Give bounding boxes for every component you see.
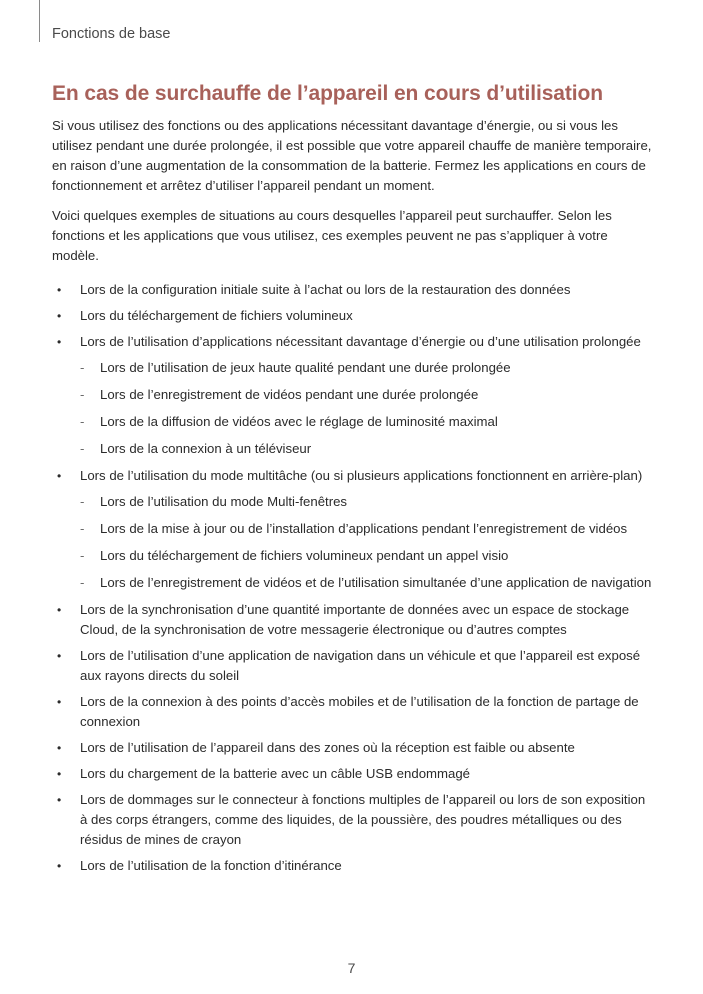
list-item-text: Lors de l’utilisation d’une application de navigation dans un véhicule et que l’appareil est exposé aux rayons directs du soleil — [80, 648, 641, 683]
bullet-icon: • — [57, 695, 62, 709]
list-item-text: Lors de l’utilisation du mode multitâche (ou si plusieurs applications fonctionnent en arrière-plan) — [80, 468, 643, 483]
list-item — [52, 856, 652, 876]
sub-list-item — [80, 519, 652, 539]
sub-list-item-text: Lors de l’enregistrement de vidéos pendant une durée prolongée — [100, 387, 479, 402]
dash-icon: - — [80, 575, 85, 590]
list-item — [52, 466, 652, 593]
sub-list-item-text: Lors de l’utilisation du mode Multi-fenêtres — [100, 494, 348, 509]
bullet-icon: • — [57, 603, 62, 617]
sub-list-item — [80, 546, 652, 566]
list-item — [52, 764, 652, 784]
list-item-text: Lors de l’utilisation de l’appareil dans des zones où la réception est faible ou absente — [80, 740, 575, 755]
sub-list-item-text: Lors de la connexion à un téléviseur — [100, 441, 312, 456]
list-item — [52, 306, 652, 326]
list-item-text: Lors de la connexion à des points d’accès mobiles et de l’utilisation de la fonction de partage de connexion — [80, 694, 639, 729]
dash-icon: - — [80, 494, 85, 509]
bullet-icon: • — [57, 335, 62, 349]
dash-icon: - — [80, 387, 85, 402]
sub-list-item-text: Lors de l’utilisation de jeux haute qualité pendant une durée prolongée — [100, 360, 511, 375]
list-item-text: Lors du chargement de la batterie avec un câble USB endommagé — [80, 766, 470, 781]
list-item — [52, 738, 652, 758]
sub-list-item — [80, 573, 652, 593]
page-title: En cas de surchauffe de l’appareil en cours d’utilisation — [52, 82, 603, 105]
sub-list-item — [80, 358, 652, 378]
list-item-text: Lors de la configuration initiale suite à l’achat ou lors de la restauration des données — [80, 282, 571, 297]
dash-icon: - — [80, 414, 85, 429]
sub-list-item — [80, 385, 652, 405]
intro-paragraph: Si vous utilisez des fonctions ou des applications nécessitant davantage d’énergie, ou si vous les utilisez pendant une durée prolongée, il est possible que votre appareil chauffe de manière temporaire, en raison d’une augmentation de la consommation de la batterie. Fermez les applications en cours de fonctionnement et arrêtez d’utiliser l’appareil pendant un moment. — [52, 118, 652, 193]
examples-paragraph: Voici quelques exemples de situations au cours desquelles l’appareil peut surchauffer. Selon les fonctions et les applications que vous utilisez, ces exemples peuvent ne pas s’appliquer à votre modèle. — [52, 208, 612, 263]
bullet-icon: • — [57, 793, 62, 807]
list-item — [52, 280, 652, 300]
sub-list-item-text: Lors du téléchargement de fichiers volumineux pendant un appel visio — [100, 548, 509, 563]
bullet-icon: • — [57, 649, 62, 663]
sub-list — [80, 492, 652, 593]
section-header: Fonctions de base — [52, 26, 171, 42]
bullet-icon: • — [57, 741, 62, 755]
sub-list — [80, 358, 652, 459]
sub-list-item-text: Lors de l’enregistrement de vidéos et de l’utilisation simultanée d’une application de navigation — [100, 575, 652, 590]
sub-list-item-text: Lors de la diffusion de vidéos avec le réglage de luminosité maximal — [100, 414, 498, 429]
situation-list — [52, 280, 652, 876]
list-item — [52, 600, 652, 640]
bullet-icon: • — [57, 767, 62, 781]
main-content — [52, 116, 652, 882]
dash-icon: - — [80, 521, 85, 536]
page-number: 7 — [347, 960, 356, 976]
list-item-text: Lors de la synchronisation d’une quantité importante de données avec un espace de stockage Cloud, de la synchronisation de votre messagerie électronique ou d’autres comptes — [80, 602, 630, 637]
sub-list-item — [80, 412, 652, 432]
dash-icon: - — [80, 441, 85, 456]
list-item — [52, 790, 652, 850]
bullet-icon: • — [57, 309, 62, 323]
header-rule — [39, 0, 40, 42]
sub-list-item — [80, 492, 652, 512]
list-item-text: Lors de l’utilisation de la fonction d’itinérance — [80, 858, 342, 873]
sub-list-item — [80, 439, 652, 459]
list-item — [52, 332, 652, 459]
list-item-text: Lors du téléchargement de fichiers volumineux — [80, 308, 353, 323]
dash-icon: - — [80, 360, 85, 375]
bullet-icon: • — [57, 469, 62, 483]
list-item-text: Lors de dommages sur le connecteur à fonctions multiples de l’appareil ou lors de son exposition à des corps étrangers, comme des liquides, de la poussière, des poudres métalliques ou des résidus de mines de crayon — [80, 792, 646, 847]
list-item — [52, 646, 652, 686]
bullet-icon: • — [57, 859, 62, 873]
dash-icon: - — [80, 548, 85, 563]
bullet-icon: • — [57, 283, 62, 297]
list-item — [52, 692, 652, 732]
sub-list-item-text: Lors de la mise à jour ou de l’installation d’applications pendant l’enregistrement de vidéos — [100, 521, 628, 536]
list-item-text: Lors de l’utilisation d’applications nécessitant davantage d’énergie ou d’une utilisation prolongée — [80, 334, 641, 349]
